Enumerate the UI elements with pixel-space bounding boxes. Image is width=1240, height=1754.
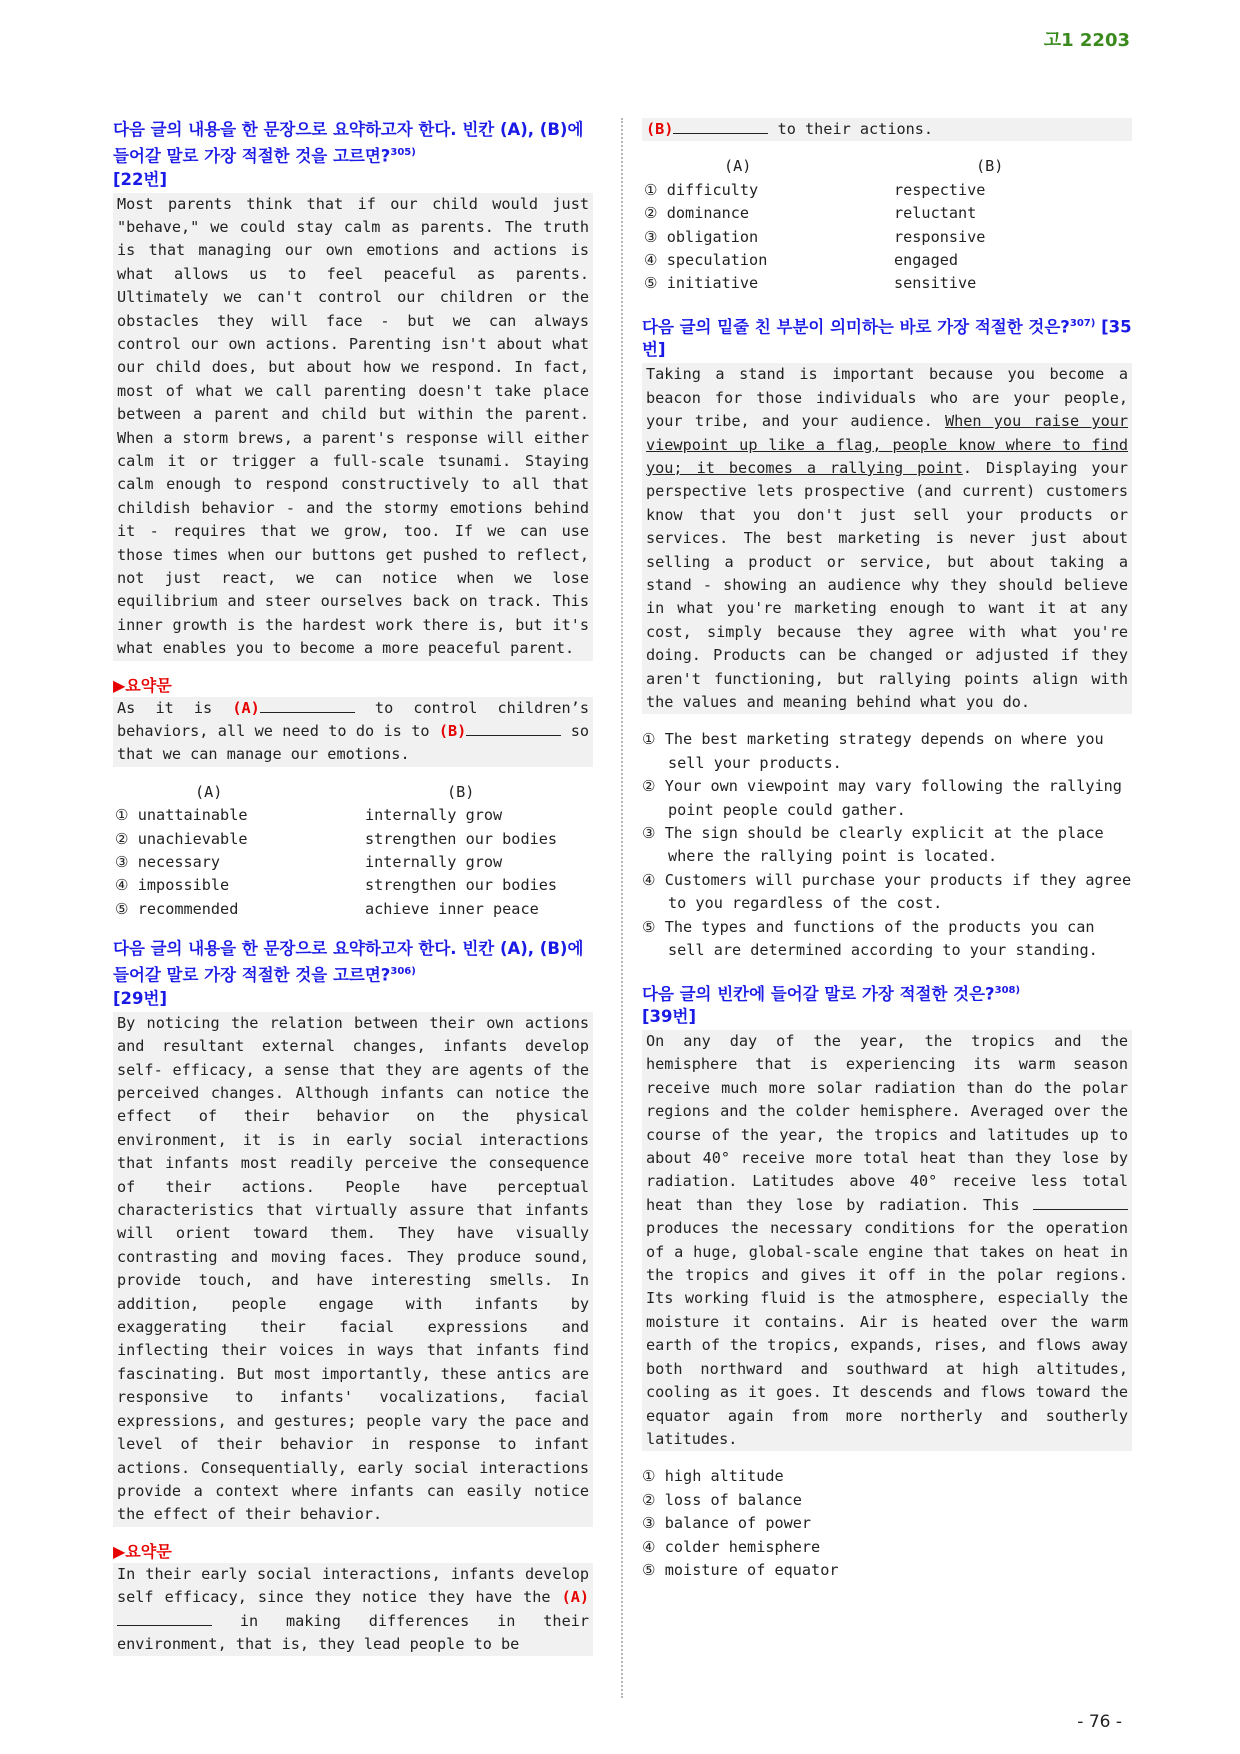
left-column: [113, 118, 593, 1656]
question-number-tag: [39번]: [642, 1007, 696, 1026]
footnote-307: 307): [1069, 317, 1096, 329]
choice-item[interactable]: ② loss of balance: [642, 1490, 802, 1509]
question-22: [113, 118, 593, 921]
option-row[interactable]: ③ necessary internally grow: [115, 853, 503, 872]
right-column: [642, 118, 1132, 1582]
footnote-305: 305): [390, 147, 416, 158]
option-row[interactable]: ① difficulty respective: [644, 180, 986, 199]
footnote-308: 308): [994, 984, 1021, 996]
question-29-options: [642, 155, 1132, 295]
options-header: (A) (B): [195, 782, 475, 801]
question-number-tag: [22번]: [113, 169, 167, 189]
choice-item[interactable]: ③ The sign should be clearly explicit at the place where the rallying point is located.: [642, 824, 1104, 866]
blank-b-line: [673, 119, 768, 134]
option-row[interactable]: ① unattainable internally grow: [115, 806, 503, 825]
exam-code: 고1 2203: [1043, 30, 1130, 51]
question-39-choices: [642, 1465, 1132, 1582]
underlined-phrase: When you raise your viewpoint up like a flag, people know where to find you; it becomes a rallying point: [646, 412, 1128, 477]
option-row[interactable]: ③ obligation responsive: [644, 227, 986, 246]
column-divider: [621, 118, 623, 1698]
summary-label: ▶요약문: [113, 1541, 172, 1561]
question-39-title: 다음 글의 빈칸에 들어갈 말로 가장 적절한 것은?$^{308)}$ [39번]: [642, 984, 1021, 1026]
question-number-tag: [35번]: [642, 317, 1132, 360]
question-29-summary-part1: In their early social interactions, infants develop self efficacy, since they notice they have the (A) in making differences in their environment, that is, they lead people to be: [113, 1563, 593, 1657]
page-number: - 76 -: [1077, 1712, 1122, 1732]
question-35-choices: [642, 728, 1132, 962]
blank-line: [1033, 1195, 1128, 1210]
blank-b-label: (B): [438, 722, 467, 741]
blank-a-label: (A): [561, 1588, 589, 1607]
choice-item[interactable]: ⑤ The types and functions of the products you can sell are determined according to your standing.: [642, 917, 1098, 960]
options-header: (A) (B): [724, 157, 1004, 176]
question-29-passage: By noticing the relation between their own actions and resultant external changes, infants develop self- efficacy, a sense that they are agents of the perceived changes. Although infants can notice the effect of their behavior on the physical environment, it is in early social interactions that infants most readily perceive the consequence of their actions. People have perceptual characteristics that virtually assure that infants will orient toward them. They have visually contrasting and moving faces. They produce sound, provide touch, and have interesting smells. In addition, people engage with infants by exaggerating their facial expressions and inflecting their voices in ways that infants find fascinating. But most importantly, these antics are responsive to infants' vocalizations, facial expressions, and gestures; people vary the pace and level of their behavior in response to infant actions. Consequentially, early social interactions provide a context where infants can easily notice the effect of their behavior.: [113, 1012, 593, 1527]
option-row[interactable]: ② unachievable strengthen our bodies: [115, 829, 558, 848]
option-row[interactable]: ⑤ recommended achieve inner peace: [115, 899, 539, 918]
question-22-options: [113, 781, 593, 921]
blank-a-label: (A): [232, 698, 260, 717]
question-22-title: 다음 글의 내용을 한 문장으로 요약하고자 한다. 빈칸 (A), (B)에 들어갈 말로 가장 적절한 것을 고르면?$^{305)}$ [22번]: [113, 120, 584, 189]
question-number-tag: [29번]: [113, 988, 167, 1008]
choice-item[interactable]: ① The best marketing strategy depends on where you sell your products.: [642, 730, 1104, 772]
blank-a-line: [260, 698, 355, 713]
question-29-title: 다음 글의 내용을 한 문장으로 요약하고자 한다. 빈칸 (A), (B)에 들어갈 말로 가장 적절한 것을 고르면?$^{306)}$ [29번]: [113, 939, 584, 1008]
question-29-continued: [642, 118, 1132, 296]
option-row[interactable]: ⑤ initiative sensitive: [644, 274, 977, 293]
question-29-summary-part2: (B) to their actions.: [642, 118, 1132, 141]
option-row[interactable]: ④ speculation engaged: [644, 251, 959, 270]
question-35-title: 다음 글의 밑줄 친 부분이 의미하는 바로 가장 적절한 것은?$^{307)}$ [35번]: [642, 317, 1132, 360]
question-39: [642, 979, 1132, 1583]
question-35: [642, 312, 1132, 963]
choice-item[interactable]: ① high altitude: [642, 1467, 784, 1486]
choice-item[interactable]: ② Your own viewpoint may vary following the rallying point people could gather.: [642, 777, 1122, 819]
option-row[interactable]: ④ impossible strengthen our bodies: [115, 876, 558, 895]
summary-label: ▶요약문: [113, 675, 172, 695]
blank-b-line: [466, 721, 561, 736]
option-row[interactable]: ② dominance reluctant: [644, 204, 977, 223]
question-29: [113, 937, 593, 1656]
choice-item[interactable]: ⑤ moisture of equator: [642, 1560, 839, 1579]
choice-item[interactable]: ④ Customers will purchase your products if they agree to you regardless of the cost.: [642, 870, 1132, 913]
footnote-306: 306): [390, 966, 416, 978]
blank-b-label: (B): [646, 120, 674, 138]
blank-a-line: [117, 1611, 212, 1626]
question-39-passage: On any day of the year, the tropics and the hemisphere that is experiencing its warm season receive much more solar radiation than do the polar regions and the colder hemisphere. Averaged over the course of the year, the tropics and latitudes up to about 40° receive more total heat than they lose by radiation. Latitudes above 40° receive less total heat than they lose by radiation. This produces the necessary conditions for the operation of a huge, global-scale engine that takes on heat in the tropics and gives it off in the polar regions. Its working fluid is the atmosphere, especially the moisture it contains. Air is heated over the warm earth of the tropics, expands, rises, and flows away both northward and southward at high altitudes, cooling as it goes. It descends and flows toward the equator again from more northerly and southerly latitudes.: [642, 1030, 1132, 1451]
question-22-summary: As it is (A) to control children’s behaviors, all we need to do is to (B) so that we can manage our emotions.: [113, 697, 593, 767]
choice-item[interactable]: ③ balance of power: [642, 1514, 812, 1533]
question-22-passage: Most parents think that if our child would just "behave," we could stay calm as parents. The truth is that managing our own emotions and actions is what allows us to feel peaceful as parents. Ultimately we can't control our children or the obstacles they will face - but we can always control our own actions. Parenting isn't about what our child does, but about how we respond. In fact, most of what we call parenting doesn't take place between a parent and child but within the parent. When a storm brews, a parent's response will either calm it or trigger a full-scale tsunami. Staying calm enough to respond constructively to all that childish behavior - and the stormy emotions behind it - requires that we grow, too. If we can use those times when our buttons get pushed to reflect, not just react, we can notice when we lose equilibrium and steer ourselves back on track. This inner growth is the hardest work there is, but it's what enables you to become a more peaceful parent.: [113, 193, 593, 661]
question-35-passage: Taking a stand is important because you become a beacon for those individuals who are your people, your tribe, and your audience. When you raise your viewpoint up like a flag, people know where to find you; it becomes a rallying point. Displaying your perspective lets prospective (and current) customers know that you don't just sell your products or services. The best marketing is never just about selling a product or service, but about taking a stand - showing an audience why they should believe in what you're marketing enough to want it at any cost, simply because they agree with what you're doing. Products can be changed or adjusted if they aren't functioning, but rallying points align with the values and meaning behind what you do.: [642, 363, 1132, 714]
choice-item[interactable]: ④ colder hemisphere: [642, 1537, 821, 1556]
